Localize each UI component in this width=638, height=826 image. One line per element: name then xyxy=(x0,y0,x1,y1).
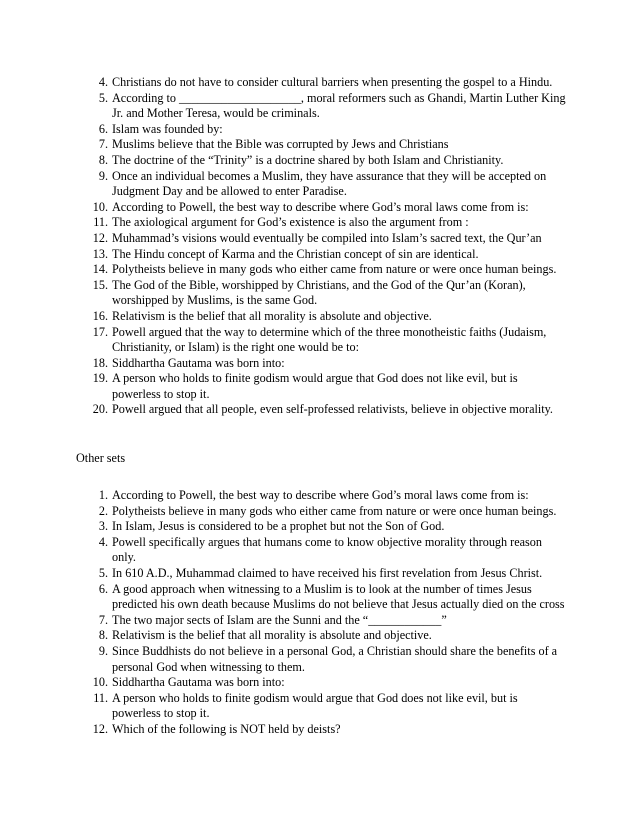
item-text: In Islam, Jesus is considered to be a prophet but not the Son of God. xyxy=(112,519,445,534)
item-text: Powell specifically argues that humans come to know objective morality through reason only. xyxy=(112,534,542,565)
list-item xyxy=(76,675,566,691)
item-text: Which of the following is NOT held by deists? xyxy=(112,721,341,736)
question-list-main xyxy=(76,75,566,418)
list-item xyxy=(76,504,566,520)
item-number: 12. xyxy=(92,230,108,245)
item-number: 9. xyxy=(98,168,108,183)
item-text: A good approach when witnessing to a Muslim is to look at the number of times Jesus predicted his own death because Muslims do not believe that Jesus actually died on the cross xyxy=(112,581,565,612)
item-number: 5. xyxy=(98,90,108,105)
item-number: 10. xyxy=(92,675,108,690)
item-number: 7. xyxy=(98,612,108,627)
item-number: 13. xyxy=(92,246,108,261)
item-text: Polytheists believe in many gods who either came from nature or were once human beings. xyxy=(112,262,557,277)
item-text: Siddhartha Gautama was born into: xyxy=(112,675,285,690)
item-text: A person who holds to finite godism would argue that God does not like evil, but is powerless to stop it. xyxy=(112,371,518,401)
item-text: Siddhartha Gautama was born into: xyxy=(112,355,285,370)
list-item xyxy=(76,75,566,91)
list-item xyxy=(76,278,566,309)
item-text: The God of the Bible, worshipped by Christians, and the God of the Qur’an (Koran), worshipped by Muslims, is the same God. xyxy=(112,277,526,308)
item-number: 4. xyxy=(98,534,108,549)
item-number: 8. xyxy=(98,628,108,643)
list-item xyxy=(76,169,566,200)
list-item xyxy=(76,402,566,418)
item-number: 11. xyxy=(93,215,108,230)
item-number: 3. xyxy=(98,519,108,534)
list-item xyxy=(76,122,566,138)
list-item xyxy=(76,722,566,738)
list-item xyxy=(76,231,566,247)
list-item xyxy=(76,691,566,722)
item-text: A person who holds to finite godism would argue that God does not like evil, but is powerless to stop it. xyxy=(112,690,518,721)
list-item xyxy=(76,628,566,644)
item-number: 7. xyxy=(98,137,108,152)
item-text: The two major sects of Islam are the Sunni and the “____________” xyxy=(112,612,447,627)
item-number: 1. xyxy=(98,488,108,502)
item-text: The Hindu concept of Karma and the Christian concept of sin are identical. xyxy=(112,246,479,261)
list-item xyxy=(76,153,566,169)
list-item xyxy=(76,356,566,372)
item-text: According to Powell, the best way to describe where God’s moral laws come from is: xyxy=(112,488,529,502)
list-item xyxy=(76,535,566,566)
item-text: Muslims believe that the Bible was corrupted by Jews and Christians xyxy=(112,137,449,152)
item-number: 20. xyxy=(92,402,108,417)
list-item xyxy=(76,325,566,356)
item-number: 19. xyxy=(92,371,108,386)
item-number: 12. xyxy=(92,721,108,736)
item-number: 15. xyxy=(92,277,108,292)
item-number: 11. xyxy=(93,690,108,705)
item-text: In 610 A.D., Muhammad claimed to have received his first revelation from Jesus Christ. xyxy=(112,565,543,580)
item-text: Relativism is the belief that all morality is absolute and objective. xyxy=(112,308,432,323)
list-item xyxy=(76,519,566,535)
item-text: According to Powell, the best way to describe where God’s moral laws come from is: xyxy=(112,199,529,214)
item-number: 4. xyxy=(98,75,108,89)
list-item xyxy=(76,215,566,231)
item-number: 6. xyxy=(98,121,108,136)
item-text: According to ____________________, moral reformers such as Ghandi, Martin Luther King Jr. and Mother Teresa, would be criminals. xyxy=(112,90,566,121)
item-number: 17. xyxy=(92,324,108,339)
list-item xyxy=(76,371,566,402)
item-number: 18. xyxy=(92,355,108,370)
list-item xyxy=(76,566,566,582)
list-item xyxy=(76,247,566,263)
item-text: Islam was founded by: xyxy=(112,121,223,136)
item-number: 6. xyxy=(98,581,108,596)
list-item xyxy=(76,309,566,325)
item-text: The axiological argument for God’s existence is also the argument from : xyxy=(112,215,469,230)
item-number: 5. xyxy=(98,565,108,580)
list-item xyxy=(76,137,566,153)
list-item xyxy=(76,582,566,613)
list-item xyxy=(76,644,566,675)
list-item xyxy=(76,200,566,216)
item-text: Since Buddhists do not believe in a personal God, a Christian should share the benefits of a personal God when witnessing to them. xyxy=(112,643,558,674)
item-number: 14. xyxy=(92,262,108,277)
item-text: Muhammad’s visions would eventually be compiled into Islam’s sacred text, the Qur’an xyxy=(112,230,542,245)
item-text: Relativism is the belief that all morality is absolute and objective. xyxy=(112,628,432,643)
list-item xyxy=(76,613,566,629)
item-text: Once an individual becomes a Muslim, they have assurance that they will be accepted on Judgment Day and be allowed to enter Paradise. xyxy=(112,168,547,199)
item-text: Polytheists believe in many gods who either came from nature or were once human beings. xyxy=(112,503,557,518)
item-number: 2. xyxy=(98,503,108,518)
question-list-other xyxy=(76,488,566,738)
section-heading: Other sets xyxy=(76,451,126,465)
item-number: 9. xyxy=(98,643,108,658)
list-item xyxy=(76,262,566,278)
item-text: Powell argued that the way to determine which of the three monotheistic faiths (Judaism, Christianity, or Islam) is the right one would be to: xyxy=(112,324,547,355)
list-item xyxy=(76,488,566,504)
item-number: 10. xyxy=(92,199,108,214)
item-number: 8. xyxy=(98,152,108,167)
item-text: Christians do not have to consider cultural barriers when presenting the gospel to a Hindu. xyxy=(112,75,553,89)
item-text: Powell argued that all people, even self-professed relativists, believe in objective morality. xyxy=(112,402,553,417)
item-text: The doctrine of the “Trinity” is a doctrine shared by both Islam and Christianity. xyxy=(112,152,504,167)
list-item xyxy=(76,91,566,122)
item-number: 16. xyxy=(92,308,108,323)
